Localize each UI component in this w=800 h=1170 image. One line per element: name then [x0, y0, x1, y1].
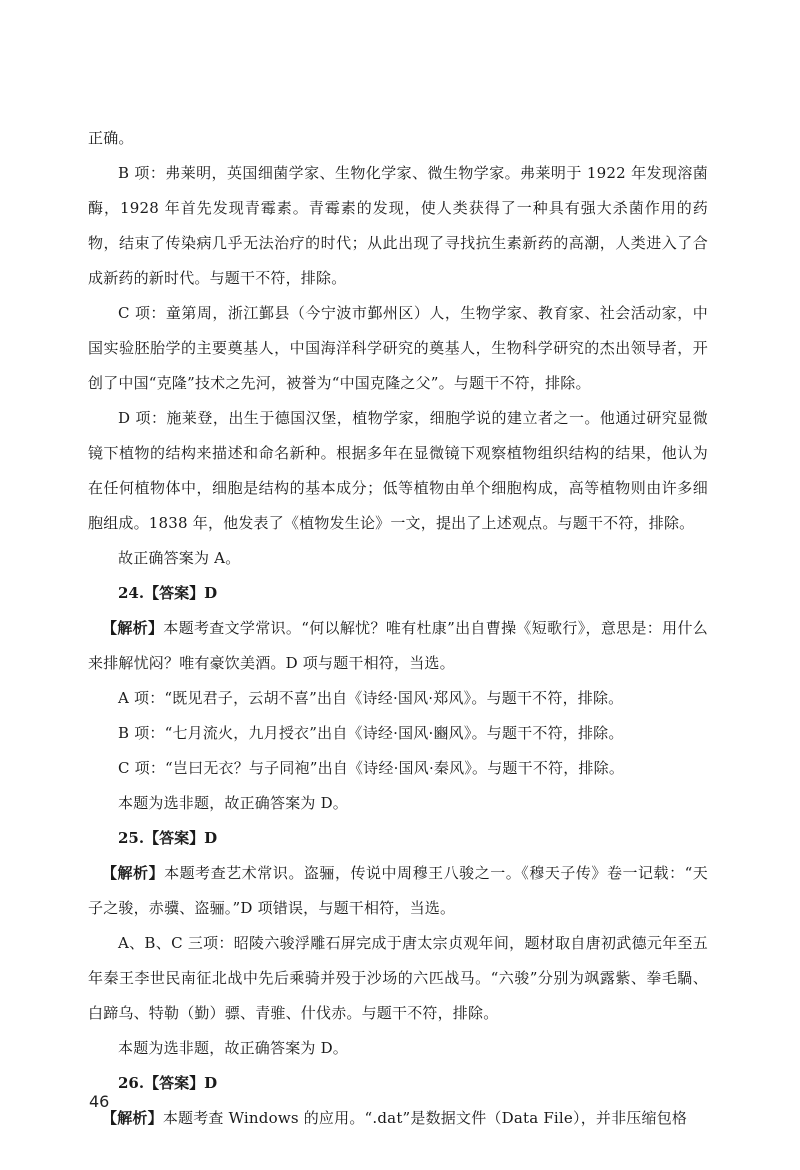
q25-answer: 25.【答案】D [118, 829, 218, 847]
analysis-text: 本题考查文学常识。“何以解忧？唯有杜康”出自曹操《短歌行》，意思是：用什么来排解忧闷？唯有豪饮美酒。D 项与题干相符，当选。 [88, 619, 708, 672]
page-number: 46 [89, 1092, 110, 1111]
q25-analysis [88, 856, 708, 926]
paragraph-option-b: B 项：弗莱明，英国细菌学家、生物化学家、微生物学家。弗莱明于 1922 年发现溶菌酶，1928 年首先发现青霉素。青霉素的发现，使人类获得了一种具有强大杀菌作用的药物，结束了传染病几乎无法治疗的时代；从此出现了寻找抗生素新药的高潮，人类进入了合成新药的新时代。与题干不符，排除。 [88, 164, 708, 287]
paragraph-option-d: D 项：施莱登，出生于德国汉堡，植物学家，细胞学说的建立者之一。他通过研究显微镜下植物的结构来描述和命名新种。根据多年在显微镜下观察植物组织结构的结果，他认为在任何植物体中，细胞是结构的基本成分；低等植物由单个细胞构成，高等植物则由许多细胞组成。1838 年，他发表了《植物发生论》一文，提出了上述观点。与题干不符，排除。 [88, 409, 708, 532]
paragraph-option-c: C 项：童第周，浙江鄞县（今宁波市鄞州区）人，生物学家、教育家、社会活动家，中国实验胚胎学的主要奠基人，中国海洋科学研究的奠基人，生物科学研究的杰出领导者，开创了中国“克隆”技术之先河，被誉为“中国克隆之父”。与题干不符，排除。 [88, 304, 708, 392]
q24-conclusion: 本题为选非题，故正确答案为 D。 [118, 794, 348, 812]
analysis-text: 本题考查艺术常识。盗骊，传说中周穆王八骏之一。《穆天子传》卷一记载：“天子之骏，赤骥、盗骊。”D 项错误，与题干相符，当选。 [88, 864, 708, 917]
analysis-text: 本题考查 Windows 的应用。“.dat”是数据文件（Data File），并非压缩包格 [162, 1109, 688, 1127]
q26-analysis [88, 1101, 708, 1136]
analysis-label: 【解析】 [102, 1109, 163, 1127]
q24-answer: 24.【答案】D [118, 584, 218, 602]
q24-item-a: A 项：“既见君子，云胡不喜”出自《诗经·国风·郑风》。与题干不符，排除。 [118, 689, 624, 707]
analysis-label: 【解析】 [102, 864, 165, 882]
q24-analysis [88, 611, 708, 681]
q25-item-abc: A、B、C 三项：昭陵六骏浮雕石屏完成于唐太宗贞观年间，题材取自唐初武德元年至五年秦王李世民南征北战中先后乘骑并殁于沙场的六匹战马。“六骏”分别为飒露紫、拳毛騧、白蹄乌、特勒（勤）骠、青骓、什伐赤。与题干不符，排除。 [88, 934, 708, 1022]
analysis-label: 【解析】 [102, 619, 164, 637]
q24-item-b: B 项：“七月流火，九月授衣”出自《诗经·国风·豳风》。与题干不符，排除。 [118, 724, 624, 742]
q24-item-c: C 项：“岂曰无衣？与子同袍”出自《诗经·国风·秦风》。与题干不符，排除。 [118, 759, 625, 777]
q25-conclusion: 本题为选非题，故正确答案为 D。 [118, 1039, 348, 1057]
paragraph-conclusion: 故正确答案为 A。 [118, 549, 241, 567]
page-body [88, 121, 708, 1136]
paragraph-continuation: 正确。 [88, 129, 134, 147]
q26-answer: 26.【答案】D [118, 1074, 218, 1092]
